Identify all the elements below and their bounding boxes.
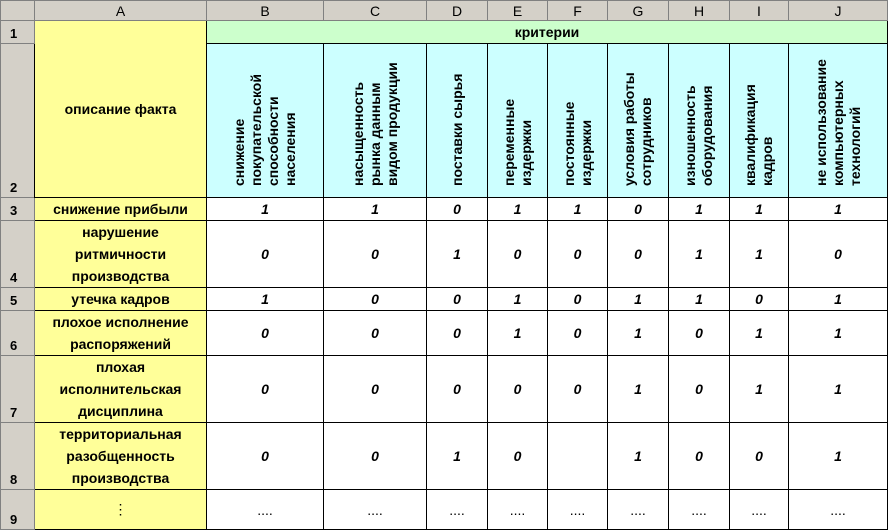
table-row xyxy=(1,311,888,356)
select-all-corner[interactable] xyxy=(1,1,35,21)
value-cell[interactable]: 0 xyxy=(324,423,427,490)
value-cell[interactable]: 0 xyxy=(324,288,427,311)
column-header-i[interactable]: I xyxy=(730,1,789,21)
criterion-label: поставки сырья xyxy=(448,73,465,186)
value-cell[interactable]: 1 xyxy=(608,356,669,423)
value-cell[interactable]: 0 xyxy=(427,198,488,221)
criterion-cell[interactable] xyxy=(548,44,608,198)
value-cell[interactable]: 0 xyxy=(789,221,888,288)
column-header-j[interactable]: J xyxy=(789,1,888,21)
value-cell[interactable]: 0 xyxy=(488,221,548,288)
value-cell[interactable]: 1 xyxy=(207,288,324,311)
value-cell[interactable]: 1 xyxy=(789,311,888,356)
criterion-cell[interactable] xyxy=(207,44,324,198)
value-cell[interactable]: 0 xyxy=(669,356,730,423)
column-header-f[interactable]: F xyxy=(548,1,608,21)
value-cell[interactable]: 0 xyxy=(669,311,730,356)
value-cell[interactable]: 1 xyxy=(548,198,608,221)
value-cell[interactable]: 1 xyxy=(207,198,324,221)
value-cell[interactable]: 1 xyxy=(608,311,669,356)
value-cell[interactable]: 1 xyxy=(669,198,730,221)
value-cell[interactable]: 0 xyxy=(548,221,608,288)
column-header-d[interactable]: D xyxy=(427,1,488,21)
value-cell[interactable]: 0 xyxy=(324,221,427,288)
value-cell[interactable]: 1 xyxy=(789,356,888,423)
criterion-label: переменные издержки xyxy=(500,98,534,186)
value-cell[interactable]: 0 xyxy=(548,288,608,311)
row-header-1[interactable]: 1 xyxy=(1,21,35,44)
row-header-8[interactable]: 8 xyxy=(1,423,35,490)
value-cell[interactable]: 0 xyxy=(324,311,427,356)
value-cell[interactable]: 0 xyxy=(207,221,324,288)
value-cell[interactable]: 1 xyxy=(730,311,789,356)
row-header-2[interactable]: 2 xyxy=(1,44,35,198)
criterion-cell[interactable] xyxy=(669,44,730,198)
table-row xyxy=(1,288,888,311)
value-cell[interactable]: 0 xyxy=(488,356,548,423)
value-cell[interactable]: .... xyxy=(669,490,730,530)
table-row xyxy=(1,356,888,423)
value-cell[interactable]: 0 xyxy=(730,288,789,311)
value-cell[interactable]: 1 xyxy=(730,198,789,221)
criterion-label: постоянные издержки xyxy=(560,101,594,186)
column-header-a[interactable]: A xyxy=(35,1,207,21)
value-cell[interactable]: 1 xyxy=(488,198,548,221)
criterion-label: насыщенность рынка данным видом продукции xyxy=(349,62,400,186)
value-cell[interactable]: .... xyxy=(488,490,548,530)
value-cell[interactable]: 1 xyxy=(789,423,888,490)
table-row xyxy=(1,221,888,288)
value-cell[interactable]: 1 xyxy=(488,311,548,356)
value-cell[interactable]: 0 xyxy=(427,311,488,356)
criterion-label: не использование компьютерных технологий xyxy=(812,59,863,186)
value-cell[interactable]: 0 xyxy=(608,221,669,288)
value-cell[interactable]: .... xyxy=(324,490,427,530)
fact-description[interactable]: нарушение ритмичности производства xyxy=(35,221,207,288)
fact-description[interactable]: плохое исполнение распоряжений xyxy=(35,311,207,356)
criterion-label: условия работы сотрудников xyxy=(621,72,654,186)
value-cell[interactable]: .... xyxy=(789,490,888,530)
value-cell[interactable]: .... xyxy=(548,490,608,530)
value-cell[interactable]: 1 xyxy=(608,423,669,490)
column-header-b[interactable]: B xyxy=(207,1,324,21)
column-header-h[interactable]: H xyxy=(669,1,730,21)
criterion-label: изношенность оборудования xyxy=(682,85,715,186)
value-cell[interactable]: 0 xyxy=(669,423,730,490)
value-cell[interactable]: 1 xyxy=(427,423,488,490)
value-cell[interactable]: 0 xyxy=(207,423,324,490)
value-cell[interactable]: 1 xyxy=(488,288,548,311)
value-cell[interactable]: 1 xyxy=(669,221,730,288)
value-cell[interactable]: 0 xyxy=(548,356,608,423)
value-cell[interactable]: 1 xyxy=(730,356,789,423)
table-row xyxy=(1,423,888,490)
criterion-cell[interactable] xyxy=(789,44,888,198)
criteria-header[interactable]: критерии xyxy=(207,21,888,44)
value-cell[interactable]: 0 xyxy=(324,356,427,423)
value-cell[interactable]: 0 xyxy=(207,311,324,356)
value-cell[interactable]: 0 xyxy=(730,423,789,490)
value-cell[interactable]: 1 xyxy=(789,198,888,221)
value-cell[interactable]: 1 xyxy=(789,288,888,311)
criterion-cell[interactable] xyxy=(324,44,427,198)
fact-description[interactable]: утечка кадров xyxy=(35,288,207,311)
row-header-5[interactable]: 5 xyxy=(1,288,35,311)
value-cell[interactable]: 0 xyxy=(608,198,669,221)
value-cell[interactable]: 0 xyxy=(488,423,548,490)
fact-description-header[interactable]: описание факта xyxy=(35,21,207,198)
value-cell[interactable]: 1 xyxy=(427,221,488,288)
row-header-4[interactable]: 4 xyxy=(1,221,35,288)
column-header-g[interactable]: G xyxy=(608,1,669,21)
value-cell[interactable]: 1 xyxy=(324,198,427,221)
column-header-c[interactable]: C xyxy=(324,1,427,21)
criterion-cell[interactable] xyxy=(730,44,789,198)
fact-description[interactable]: территориальная разобщенность производства xyxy=(35,423,207,490)
criterion-label: квалификация кадров xyxy=(742,84,775,186)
row-header-3[interactable]: 3 xyxy=(1,198,35,221)
criterion-label: снижение покупательской способности населения xyxy=(231,74,298,186)
value-cell[interactable]: .... xyxy=(730,490,789,530)
criterion-cell[interactable] xyxy=(488,44,548,198)
fact-description[interactable]: снижение прибыли xyxy=(35,198,207,221)
fact-description[interactable]: плохая исполнительская дисциплина xyxy=(35,356,207,423)
value-cell[interactable]: 1 xyxy=(730,221,789,288)
row-header-6[interactable]: 6 xyxy=(1,311,35,356)
criterion-cell[interactable] xyxy=(427,44,488,198)
table-row xyxy=(1,198,888,221)
value-cell[interactable]: 0 xyxy=(427,288,488,311)
fact-rows xyxy=(1,198,888,530)
value-cell[interactable]: 0 xyxy=(207,356,324,423)
criterion-cell[interactable] xyxy=(608,44,669,198)
value-cell[interactable]: .... xyxy=(608,490,669,530)
table-row xyxy=(1,490,888,530)
value-cell[interactable]: 0 xyxy=(548,311,608,356)
value-cell[interactable]: .... xyxy=(427,490,488,530)
value-cell[interactable]: .... xyxy=(207,490,324,530)
value-cell[interactable]: 0 xyxy=(427,356,488,423)
fact-description-continuation[interactable]: ⋮ xyxy=(35,490,207,530)
row-header-9[interactable]: 9 xyxy=(1,490,35,530)
row-header-7[interactable]: 7 xyxy=(1,356,35,423)
value-cell[interactable]: 1 xyxy=(669,288,730,311)
value-cell[interactable] xyxy=(548,423,608,490)
column-header-e[interactable]: E xyxy=(488,1,548,21)
value-cell[interactable]: 1 xyxy=(608,288,669,311)
